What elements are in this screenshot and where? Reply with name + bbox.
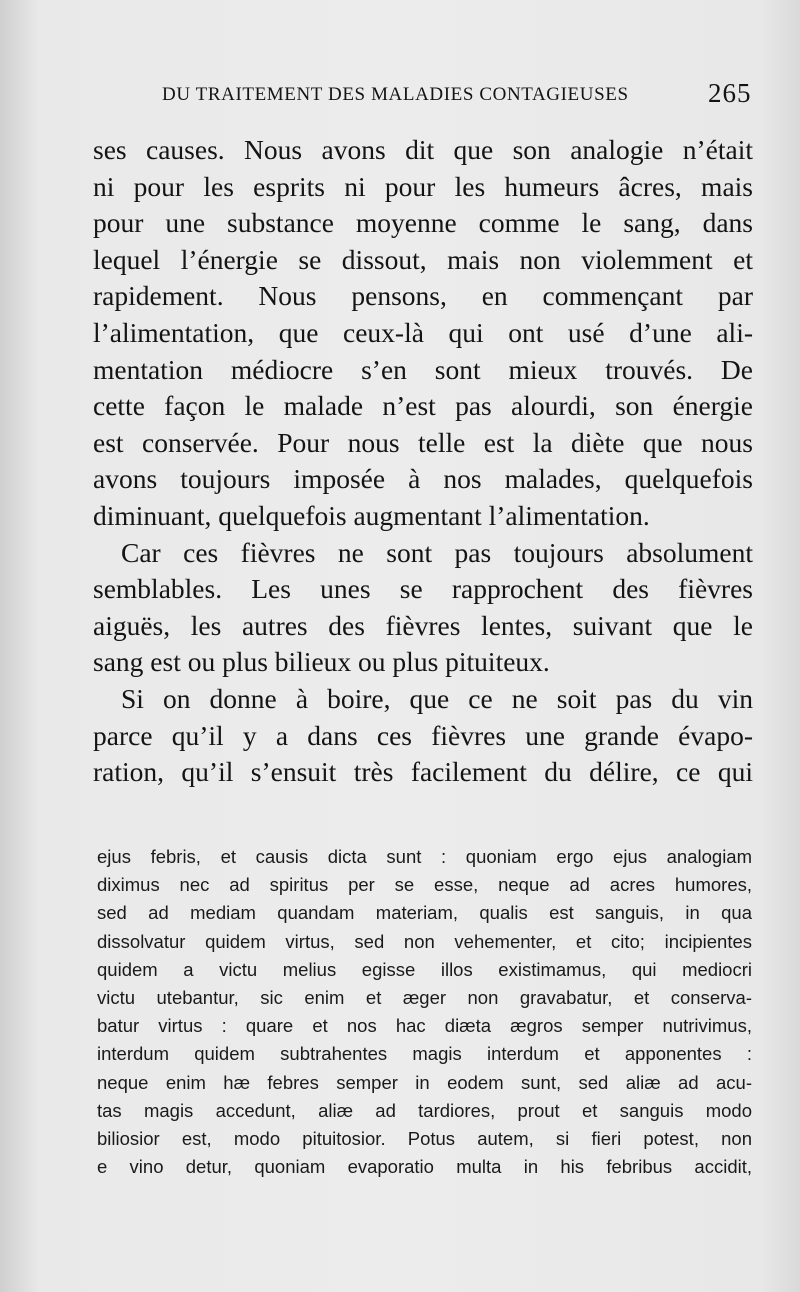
text-line: ration, qu’il s’ensuit très facilement du délire, ce qui (93, 756, 753, 788)
running-title: DU TRAITEMENT DES MALADIES CONTAGIEUSES (162, 84, 629, 105)
note-line: biliosior est, modo pituitosior. Potus autem, si fieri potest, non (97, 1127, 752, 1149)
text-line: Si on donne à boire, que ce ne soit pas du vin (121, 682, 753, 714)
latin-footnote (97, 843, 752, 1181)
text-line: semblables. Les unes se rapprochent des fièvres (93, 573, 753, 605)
note-line: ejus febris, et causis dicta sunt : quoniam ergo ejus analogiam (97, 846, 752, 867)
note-line: diximus nec ad spiritus per se esse, neque ad acres humores, (97, 874, 752, 896)
note-line: neque enim hæ febres semper in eodem sunt, sed aliæ ad acu- (97, 1071, 752, 1093)
text-line: cette façon le malade n’est pas alourdi, son énergie (93, 390, 753, 422)
text-line: sang est ou plus bilieux ou plus pituiteux. (93, 646, 550, 678)
text-line: diminuant, quelquefois augmentant l’alimentation. (93, 499, 650, 531)
note-line: quidem a victu melius egisse illos existimamus, qui mediocri (97, 958, 752, 980)
note-line: e vino detur, quoniam evaporatio multa in his febribus accidit, (97, 1156, 752, 1178)
note-line: victu utebantur, sic enim et æger non gravabatur, et conserva- (97, 986, 752, 1008)
text-line: ses causes. Nous avons dit que son analogie n’était (93, 134, 753, 165)
note-line: interdum quidem subtrahentes magis interdum et apponentes : (97, 1043, 752, 1065)
text-line: avons toujours imposée à nos malades, quelquefois (93, 463, 753, 495)
text-line: mentation médiocre s’en sont mieux trouvés. De (93, 353, 753, 385)
text-line: pour une substance moyenne comme le sang, dans (93, 207, 753, 239)
text-line: est conservée. Pour nous telle est la diète que nous (93, 426, 753, 458)
text-line: aiguës, les autres des fièvres lentes, suivant que le (93, 609, 753, 641)
text-line: rapidement. Nous pensons, en commençant par (93, 280, 753, 312)
text-line: Car ces fièvres ne sont pas toujours absolument (121, 536, 753, 568)
main-text (93, 132, 753, 791)
text-line: parce qu’il y a dans ces fièvres une grande évapo- (93, 719, 753, 751)
note-line: dissolvatur quidem virtus, sed non vehementer, et cito; incipientes (97, 930, 752, 952)
running-header (162, 78, 762, 108)
text-line: l’alimentation, que ceux-là qui ont usé d’une ali- (93, 316, 753, 348)
text-line: lequel l’énergie se dissout, mais non violemment et (93, 243, 753, 275)
note-line: batur virtus : quare et nos hac diæta ægros semper nutrivimus, (97, 1015, 752, 1037)
text-line: ni pour les esprits ni pour les humeurs âcres, mais (93, 170, 753, 202)
page-number: 265 (708, 78, 752, 108)
note-line: sed ad mediam quandam materiam, qualis est sanguis, in qua (97, 902, 752, 924)
note-line: tas magis accedunt, aliæ ad tardiores, prout et sanguis modo (97, 1099, 752, 1121)
